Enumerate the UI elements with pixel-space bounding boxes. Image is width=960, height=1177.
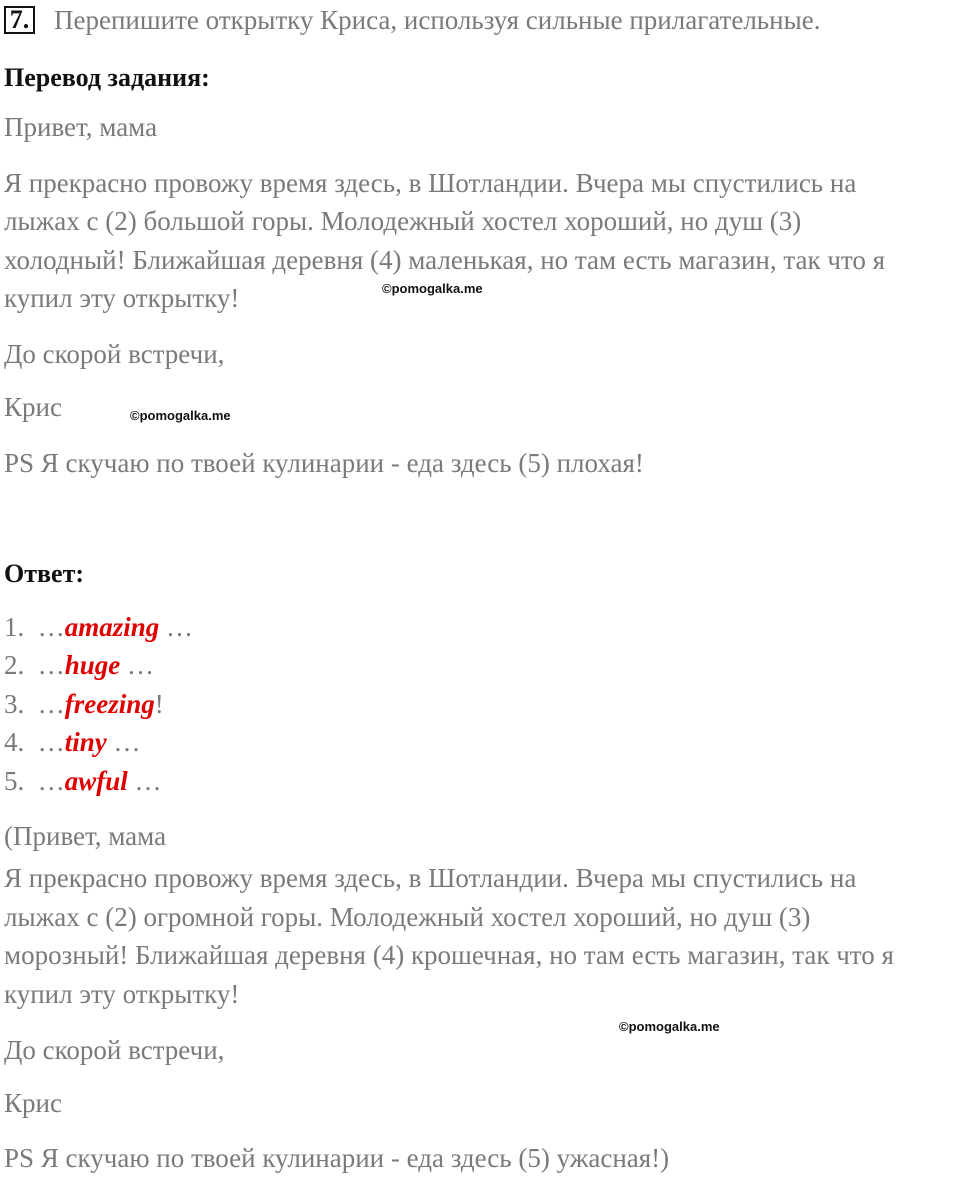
answer-word: amazing [64, 612, 160, 642]
answer-heading: Ответ: [4, 559, 85, 588]
answer-number: 5. [4, 766, 25, 796]
answer-suffix: … [106, 727, 141, 757]
answer-signature: Крис [4, 1088, 62, 1118]
answer-number: 1. [4, 612, 25, 642]
answer-item [4, 685, 164, 723]
answer-number: 3. [4, 689, 25, 719]
translation-body-line: холодный! Ближайшая деревня (4) маленькая, но там есть магазин, так что я [4, 245, 886, 275]
answer-body-line: Я прекрасно провожу время здесь, в Шотландии. Вчера мы спустились на [4, 863, 857, 893]
translation-ps: PS Я скучаю по твоей кулинарии - еда здесь (5) плохая! [4, 448, 644, 478]
answer-suffix: … [127, 766, 162, 796]
translation-body-line: Я прекрасно провожу время здесь, в Шотландии. Вчера мы спустились на [4, 168, 857, 198]
translation-signature: Крис [4, 392, 62, 422]
translation-heading: Перевод задания: [4, 63, 210, 92]
answer-body-line: лыжах с (2) огромной горы. Молодежный хостел хороший, но душ (3) [4, 902, 811, 932]
answer-ps: PS Я скучаю по твоей кулинарии - еда здесь (5) ужасная!) [4, 1143, 670, 1173]
answer-item [4, 608, 193, 646]
translation-greeting: Привет, мама [4, 112, 158, 142]
task-instruction: Перепишите открытку Криса, используя сильные прилагательные. [54, 5, 821, 35]
answer-word: awful [64, 766, 128, 796]
answer-suffix: … [159, 612, 194, 642]
answer-item [4, 646, 154, 684]
answer-prefix: … [37, 727, 65, 757]
task-number-box: 7. [4, 6, 35, 34]
watermark: ©pomogalka.me [130, 408, 231, 423]
answer-item [4, 723, 141, 761]
answer-prefix: … [37, 612, 65, 642]
answer-number: 4. [4, 727, 25, 757]
answer-body-line: купил эту открытку! [4, 979, 240, 1009]
answer-word: freezing [64, 689, 155, 719]
answer-suffix: … [120, 650, 155, 680]
answer-number: 2. [4, 650, 25, 680]
translation-body-line: купил эту открытку! [4, 283, 240, 313]
answer-prefix: … [37, 689, 65, 719]
answer-greeting: (Привет, мама [4, 821, 167, 851]
answer-word: tiny [64, 727, 107, 757]
translation-closing: До скорой встречи, [4, 339, 225, 369]
answer-prefix: … [37, 766, 65, 796]
answer-closing: До скорой встречи, [4, 1035, 225, 1065]
answer-suffix: ! [154, 689, 164, 719]
answer-body-line: морозный! Ближайшая деревня (4) крошечная, но там есть магазин, так что я [4, 940, 894, 970]
answer-prefix: … [37, 650, 65, 680]
answer-item [4, 762, 162, 800]
watermark: ©pomogalka.me [382, 281, 483, 296]
answer-word: huge [64, 650, 121, 680]
watermark: ©pomogalka.me [619, 1019, 720, 1034]
translation-body-line: лыжах с (2) большой горы. Молодежный хостел хороший, но душ (3) [4, 206, 802, 236]
